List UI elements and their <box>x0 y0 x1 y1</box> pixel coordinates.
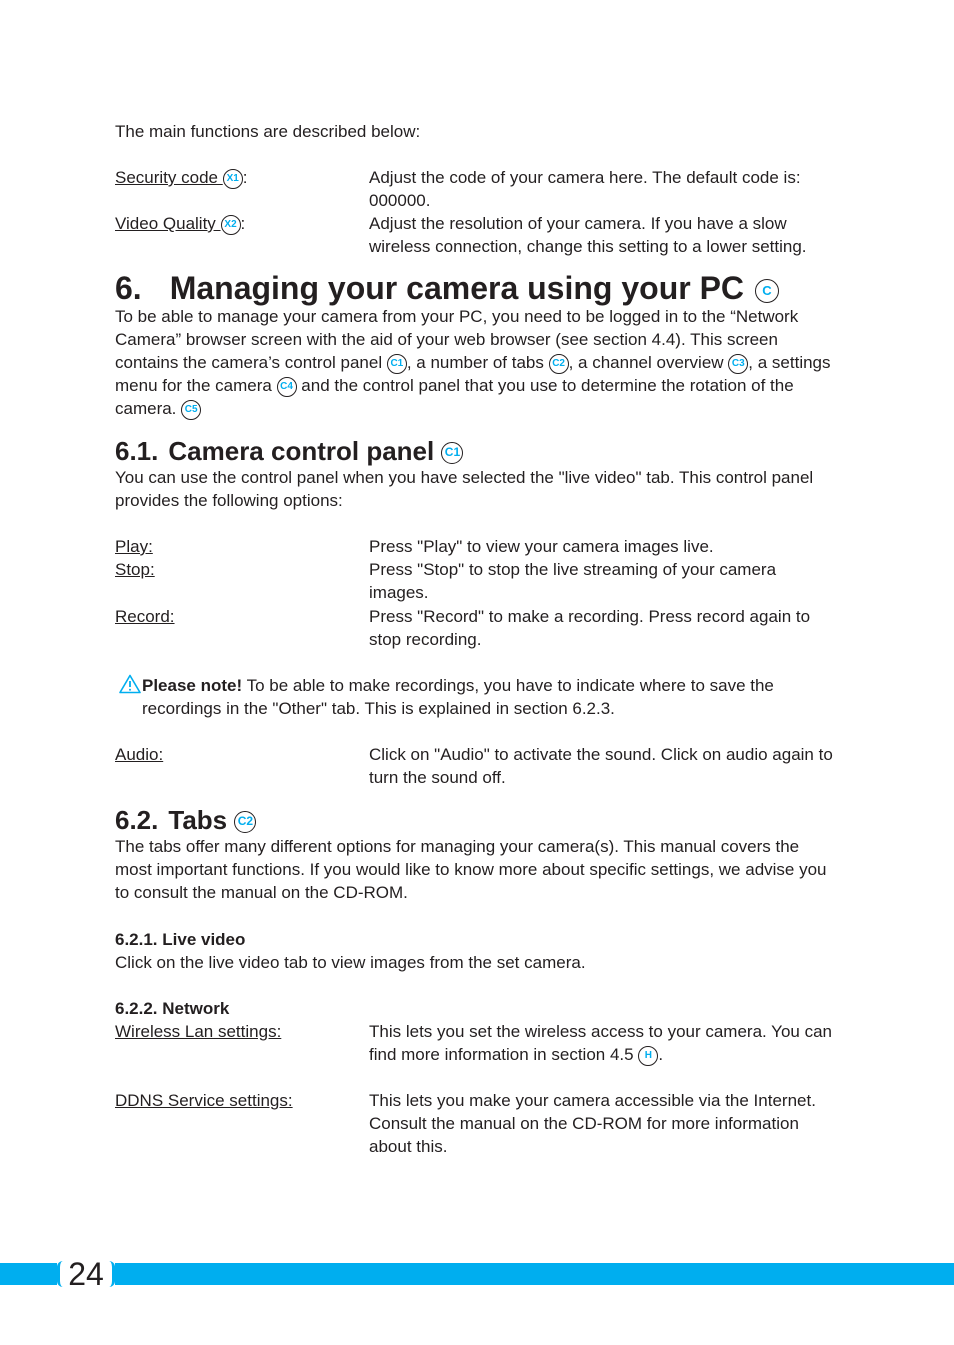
section-6-2-intro: The tabs offer many different options for managing your camera(s). This manual covers the most important functions. If you would like to know more about specific settings, we advise you to consult the manual on the CD-ROM. <box>115 837 827 902</box>
function-label-video-quality: Video Quality X2 : <box>115 214 246 233</box>
c2-badge-icon: C2 <box>549 354 569 374</box>
function-desc-security: Adjust the code of your camera here. The default code is: 000000. <box>369 168 801 210</box>
option-desc-play: Press "Play" to view your camera images live. <box>369 537 714 556</box>
section-6-2-1-heading: 6.2.1. Live video <box>115 930 246 949</box>
c1-badge-icon: C1 <box>387 354 407 374</box>
note-text: Please note! To be able to make recordings, you have to indicate where to save the recordings in the "Other" tab. This is explained in section 6.2.3. <box>142 676 774 718</box>
option-desc-stop: Press "Stop" to stop the live streaming of your camera images. <box>369 560 777 602</box>
footer-bar <box>0 1263 954 1285</box>
c1-heading-badge-icon: C1 <box>441 442 463 464</box>
option-label-audio: Audio: <box>115 745 164 764</box>
function-label-security: Security code X1 : <box>115 168 248 187</box>
network-desc-ddns: This lets you make your camera accessible via the Internet. Consult the manual on the CD-ROM for more information about this. <box>369 1091 816 1156</box>
section-6-paragraph: To be able to manage your camera from your PC, you need to be logged in to the “Network Camera” browser screen with the aid of your web browser (see section 4.4). This screen contains the camera’s control panel C1 , a number of tabs C2 , a channel overview C3 , a settings menu for the camera C4 and the control panel that you use to determine the rotation of the camera. C5 <box>115 307 831 418</box>
bracket-left-icon <box>57 1261 64 1287</box>
network-desc-wireless: This lets you set the wireless access to your camera. You can find more information in section 4.5 H . <box>369 1022 833 1064</box>
bracket-right-icon <box>108 1261 115 1287</box>
option-label-play: Play: <box>115 537 153 556</box>
c-badge-icon: C <box>755 279 779 303</box>
c3-badge-icon: C3 <box>728 354 748 374</box>
network-label-wireless: Wireless Lan settings: <box>115 1022 282 1041</box>
c5-badge-icon: C5 <box>181 400 201 420</box>
function-desc-video-quality: Adjust the resolution of your camera. If you have a slow wireless connection, change this setting to a lower setting. <box>369 214 807 256</box>
c2-heading-badge-icon: C2 <box>234 811 256 833</box>
page-number: 24 <box>57 1255 115 1293</box>
c4-badge-icon: C4 <box>277 377 297 397</box>
section-6-2-2-heading: 6.2.2. Network <box>115 999 230 1018</box>
section-6-2-heading: 6.2. Tabs C2 <box>115 805 256 835</box>
network-label-ddns: DDNS Service settings: <box>115 1091 293 1110</box>
section-6-1-intro: You can use the control panel when you have selected the "live video" tab. This control panel provides the following options: <box>115 468 814 510</box>
section-6-2-1-text: Click on the live video tab to view images from the set camera. <box>115 953 586 972</box>
option-desc-audio: Click on "Audio" to activate the sound. Click on audio again to turn the sound off. <box>369 745 833 787</box>
h-badge-icon: H <box>638 1046 658 1066</box>
x2-badge-icon: X2 <box>221 215 241 235</box>
section-6-1-heading: 6.1. Camera control panel C1 <box>115 436 463 466</box>
option-label-record: Record: <box>115 607 175 626</box>
option-label-stop: Stop: <box>115 560 155 579</box>
option-desc-record: Press "Record" to make a recording. Press record again to stop recording. <box>369 607 811 649</box>
section-6-heading: 6. Managing your camera using your PC C <box>115 270 815 306</box>
intro-text: The main functions are described below: <box>115 122 421 141</box>
x1-badge-icon: X1 <box>223 169 243 189</box>
warning-icon <box>119 674 141 694</box>
